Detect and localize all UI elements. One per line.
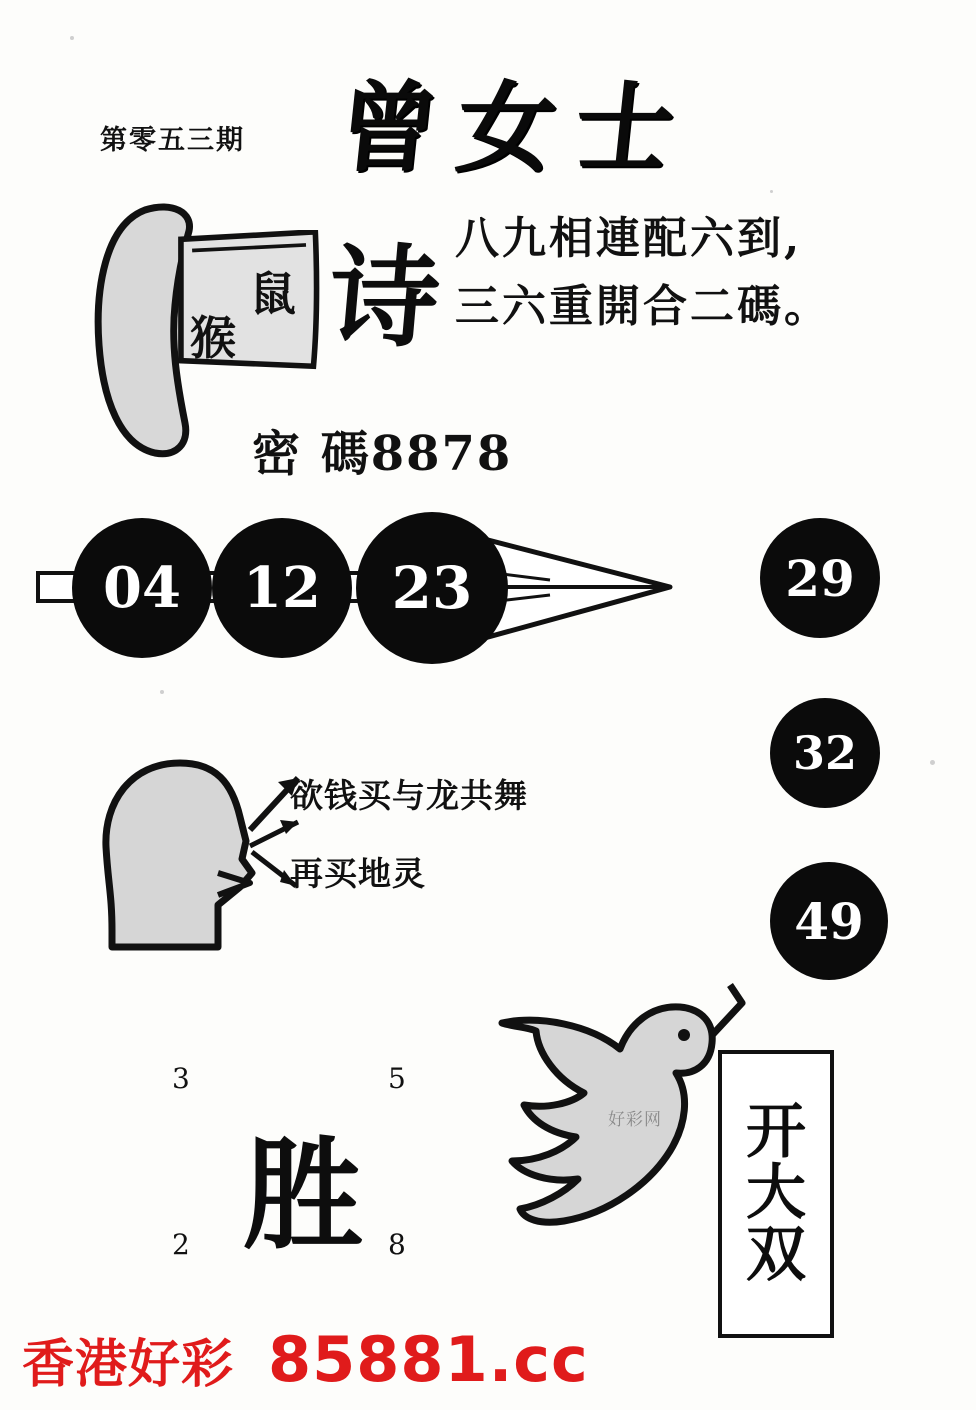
speech-line-2: 再买地灵	[290, 854, 426, 893]
password-text: 密 碼8878	[252, 426, 513, 482]
footer	[0, 1316, 976, 1402]
big-character: 胜	[243, 1125, 363, 1266]
poem-title-char: 诗	[323, 233, 445, 362]
dove-watermark: 好彩网	[608, 1110, 662, 1130]
zodiac-char-2: 猴	[190, 311, 236, 365]
banner-char-3: 双	[746, 1219, 806, 1290]
number-ball: 23	[356, 512, 508, 664]
poem-text	[455, 205, 955, 341]
number-ball: 29	[760, 518, 880, 638]
issue-label: 第零五三期	[100, 125, 245, 156]
banner-char-2: 大	[746, 1158, 806, 1229]
number-ball: 12	[212, 518, 352, 658]
corner-number-bottom-right: 8	[388, 1228, 406, 1261]
speech-line-1: 欲钱买与龙共舞	[290, 776, 528, 815]
speck	[160, 690, 164, 694]
number-ball: 32	[770, 698, 880, 808]
corner-number-top-left: 3	[172, 1062, 190, 1095]
corner-number-bottom-left: 2	[172, 1228, 190, 1261]
poem-line-1: 八九相連配六到,	[455, 213, 803, 264]
poem-line-2: 三六重開合二碼。	[455, 281, 831, 333]
banner-char-1: 开	[746, 1097, 806, 1168]
speck	[70, 36, 74, 40]
footer-url[interactable]: 85881.cc	[268, 1322, 589, 1396]
page-title: 曾女士	[333, 71, 700, 186]
footer-site-name: 香港好彩	[22, 1334, 235, 1395]
zodiac-char-1: 鼠	[250, 267, 296, 321]
speck	[930, 760, 935, 765]
corner-number-top-right: 5	[388, 1062, 406, 1095]
number-ball: 49	[770, 862, 888, 980]
number-ball: 04	[72, 518, 212, 658]
vertical-banner	[718, 1050, 834, 1338]
speck	[770, 190, 773, 193]
